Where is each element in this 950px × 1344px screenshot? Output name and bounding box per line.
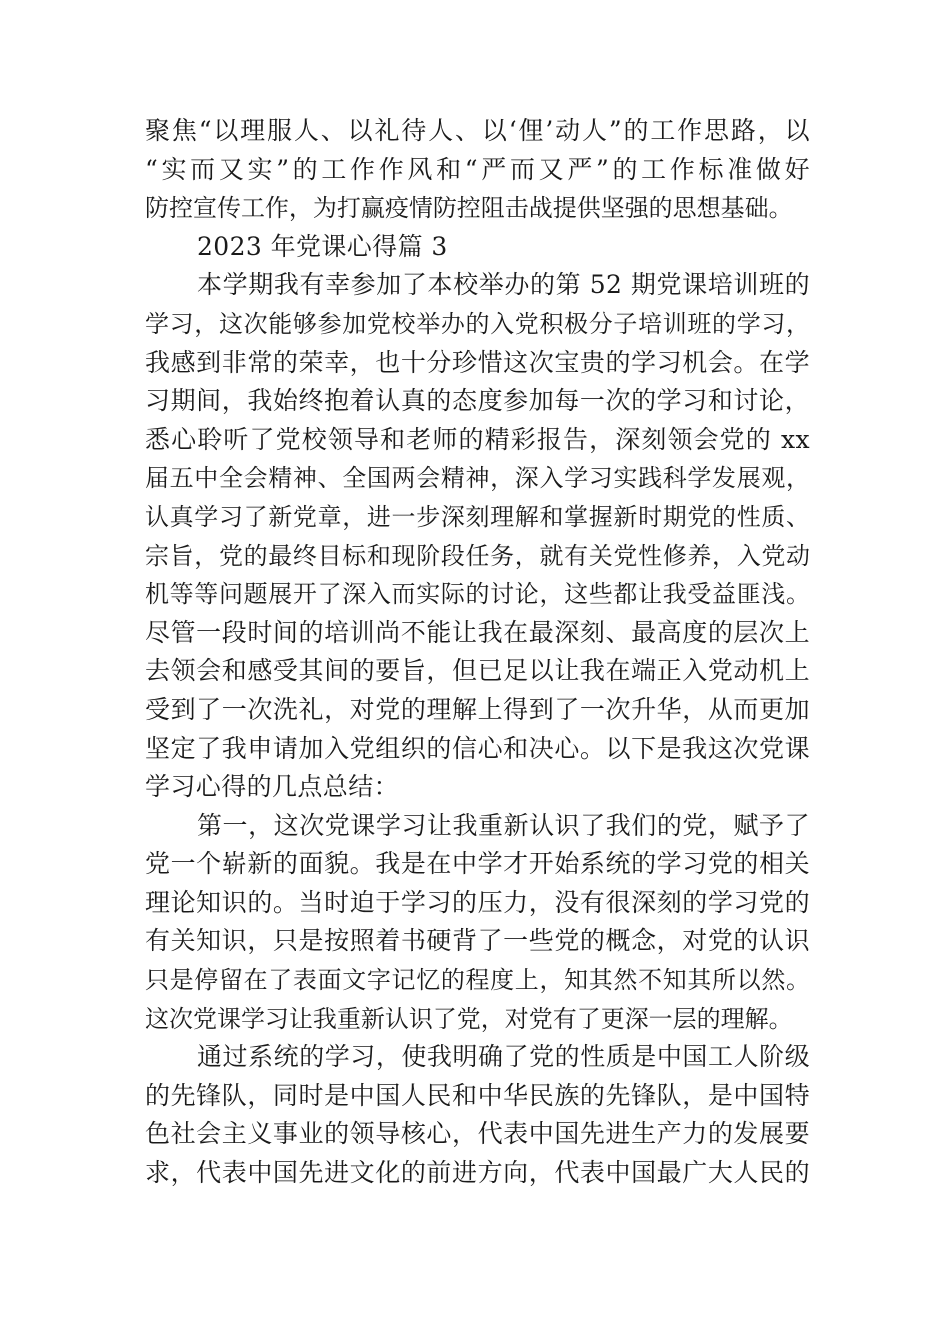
- text-line: 宗旨，党的最终目标和现阶段任务，就有关党性修养，入党动: [145, 541, 810, 570]
- text-line: 通过系统的学习，使我明确了党的性质是中国工人阶级: [197, 1042, 810, 1072]
- text-line: 届五中全会精神、全国两会精神，深入学习实践科学发展观，: [145, 464, 810, 493]
- text-line: 色社会主义事业的领导核心，代表中国先进生产力的发展要: [145, 1119, 810, 1149]
- text-line: 理论知识的。当时迫于学习的压力，没有很深刻的学习党的: [145, 887, 810, 917]
- text-line: 防控宣传工作，为打赢疫情防控阻击战提供坚强的思想基础。: [145, 194, 793, 223]
- text-line: 的先锋队，同时是中国人民和中华民族的先锋队，是中国特: [145, 1080, 810, 1110]
- text-line: 尽管一段时间的培训尚不能让我在最深刻、最高度的层次上: [145, 617, 810, 647]
- text-line: 只是停留在了表面文字记忆的程度上，知其然不知其所以然。: [145, 966, 810, 995]
- text-line: 受到了一次洗礼，对党的理解上得到了一次升华，从而更加: [145, 694, 810, 724]
- section-heading: 2023 年党课心得篇 3: [197, 231, 448, 261]
- text-line: 悉心聆听了党校领导和老师的精彩报告，深刻领会党的 xx: [145, 424, 810, 454]
- text-line: 坚定了我申请加入党组织的信心和决心。以下是我这次党课: [145, 733, 810, 763]
- text-line: 本学期我有幸参加了本校举办的第 52 期党课培训班的: [197, 270, 810, 300]
- text-line: 学习心得的几点总结：: [145, 772, 400, 802]
- text-line: 我感到非常的荣幸，也十分珍惜这次宝贵的学习机会。在学: [145, 347, 810, 377]
- text-line: 第一，这次党课学习让我重新认识了我们的党，赋予了: [197, 810, 810, 840]
- text-line: 这次党课学习让我重新认识了党，对党有了更深一层的理解。: [145, 1004, 793, 1033]
- text-line: 有关知识，只是按照着书硬背了一些党的概念，对党的认识: [145, 926, 810, 956]
- text-line: 求，代表中国先进文化的前进方向，代表中国最广大人民的: [145, 1158, 810, 1188]
- text-line: 学习，这次能够参加党校举办的入党积极分子培训班的学习，: [145, 309, 810, 338]
- text-line: 去领会和感受其间的要旨，但已足以让我在端正入党动机上: [145, 656, 810, 686]
- text-line: 习期间，我始终抱着认真的态度参加每一次的学习和讨论，: [145, 386, 810, 416]
- document-body: [145, 112, 810, 1193]
- text-line: 机等等问题展开了深入而实际的讨论，这些都让我受益匪浅。: [145, 580, 810, 609]
- text-line: 认真学习了新党章，进一步深刻理解和掌握新时期党的性质、: [145, 502, 810, 531]
- text-line: “实而又实”的工作作风和“严而又严”的工作标准做好: [145, 154, 810, 184]
- text-line: 聚焦“以理服人、以礼待人、以‘俚’动人”的工作思路，以: [145, 116, 810, 145]
- text-line: 党一个崭新的面貌。我是在中学才开始系统的学习党的相关: [145, 849, 810, 879]
